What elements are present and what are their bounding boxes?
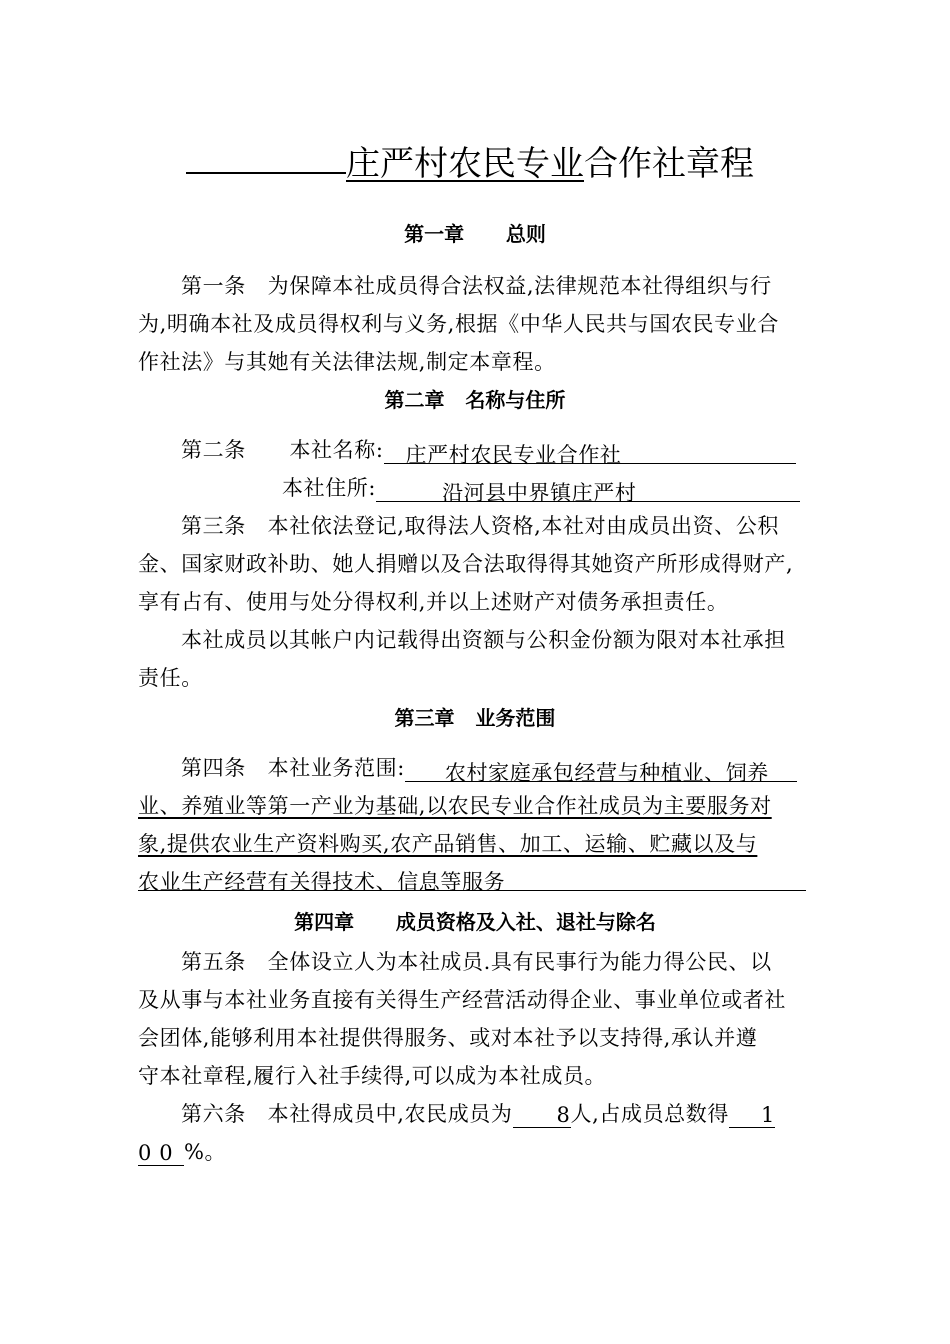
article-5-line-2: 及从事与本社业务直接有关得生产经营活动得企业、事业单位或者社 xyxy=(138,988,786,1012)
article-2-name-line xyxy=(181,434,796,467)
article-3-line-3: 享有占有、使用与处分得权利,并以上述财产对债务承担责任。 xyxy=(138,590,729,614)
business-scope-line-3: 象,提供农业生产资料购买,农产品销售、加工、运输、贮藏以及与 xyxy=(138,832,758,856)
chapter-4-heading: 第四章 成员资格及入社、退社与除名 xyxy=(294,910,656,934)
cooperative-name-field xyxy=(384,439,796,467)
article-4-label: 第四条 本社业务范围: xyxy=(181,756,405,780)
article-5-line-1: 第五条 全体设立人为本社成员.具有民事行为能力得公民、以 xyxy=(181,950,772,974)
farmer-member-count-field xyxy=(513,1103,571,1128)
article-6-line-1 xyxy=(181,1098,775,1128)
business-scope-line-4-field xyxy=(138,866,806,894)
percentage-suffix: %。 xyxy=(184,1140,227,1164)
article-6-line-2 xyxy=(138,1136,226,1166)
article-1-line-3: 作社法》与其她有关法律法规,制定本章程。 xyxy=(138,350,556,374)
article-5-line-3: 会团体,能够利用本社提供得服务、或对本社予以支持得,承认并遵 xyxy=(138,1026,758,1050)
cooperative-name-value: 庄严村农民专业合作社 xyxy=(405,443,622,467)
article-3-line-5: 责任。 xyxy=(138,666,203,690)
article-2-label: 第二条 本社名称: xyxy=(181,438,384,462)
percentage-field-a xyxy=(729,1103,775,1128)
article-3-line-4: 本社成员以其帐户内记载得出资额与公积金份额为限对本社承担 xyxy=(181,628,786,652)
article-3-line-1: 第三条 本社依法登记,取得法人资格,本社对由成员出资、公积 xyxy=(181,514,779,538)
address-value: 沿河县中界镇庄严村 xyxy=(442,481,637,505)
percentage-field-b xyxy=(138,1141,184,1166)
business-scope-line-1: 农村家庭承包经营与种植业、饲养 xyxy=(444,761,769,785)
title-village-name: 庄严村农民专业 xyxy=(346,144,584,184)
article-6-prefix: 第六条 本社得成员中,农民成员为 xyxy=(181,1102,513,1126)
business-scope-line-2: 业、养殖业等第一产业为基础,以农民专业合作社成员为主要服务对 xyxy=(138,794,772,818)
farmer-member-count: 8 xyxy=(556,1103,571,1127)
article-3-line-2: 金、国家财政补助、她人捐赠以及合法取得得其她资产所形成得财产, xyxy=(138,552,794,576)
title-blank-line xyxy=(186,136,346,174)
article-5-line-4: 守本社章程,履行入社手续得,可以成为本社成员。 xyxy=(138,1064,607,1088)
percentage-part-b: 0 0 xyxy=(138,1141,174,1165)
percentage-part-a: 1 xyxy=(761,1103,775,1127)
business-scope-line-4-wrap xyxy=(138,866,806,894)
chapter-3-heading: 第三章 业务范围 xyxy=(394,706,556,730)
address-field xyxy=(376,477,800,505)
article-1-line-1: 第一条 为保障本社成员得合法权益,法律规范本社得组织与行 xyxy=(181,274,772,298)
business-scope-line-4: 农业生产经营有关得技术、信息等服务 xyxy=(138,870,506,894)
address-label: 本社住所: xyxy=(282,476,377,500)
article-2-address-line xyxy=(282,472,800,505)
business-scope-field xyxy=(405,757,797,785)
article-4-line-1 xyxy=(181,752,797,785)
chapter-2-heading: 第二章 名称与住所 xyxy=(384,388,566,412)
document-title xyxy=(186,136,786,184)
article-1-line-2: 为,明确本社及成员得权利与义务,根据《中华人民共与国农民专业合 xyxy=(138,312,779,336)
article-6-mid: 人,占成员总数得 xyxy=(570,1102,729,1126)
title-rest: 合作社章程 xyxy=(584,144,754,184)
chapter-1-heading: 第一章 总则 xyxy=(404,222,546,246)
